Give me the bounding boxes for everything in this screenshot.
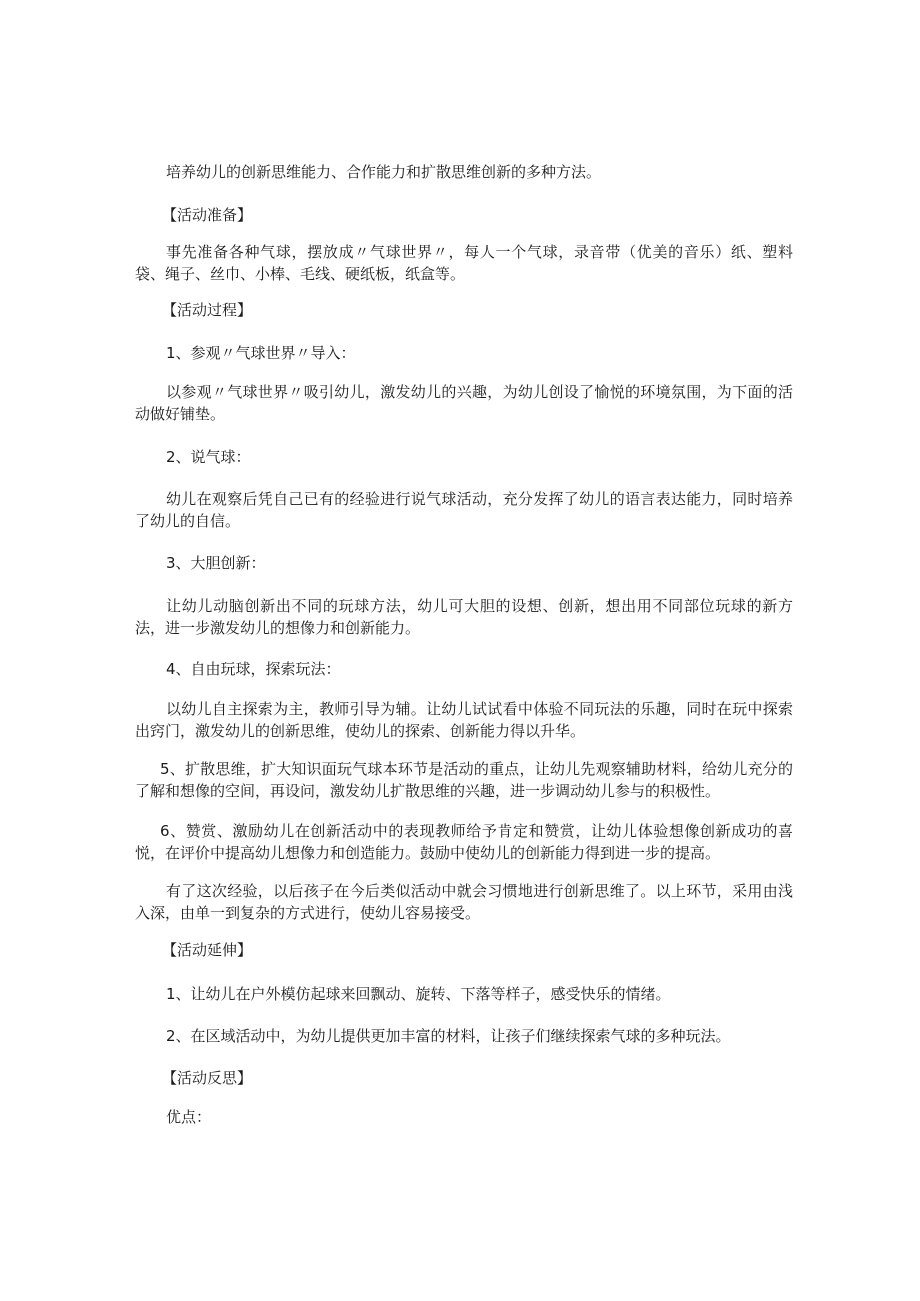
step-3-title: 3、大胆创新： [166, 554, 266, 572]
reflection-advantages-label: 优点： [166, 1108, 212, 1126]
step-2-text: 幼儿在观察后凭自己已有的经验进行说气球活动，充分发挥了幼儿的语言表达能力，同时培养了幼儿的自信。 [135, 490, 793, 530]
paragraph-goal: 培养幼儿的创新思维能力、合作能力和扩散思维创新的多种方法。 [166, 163, 602, 181]
paragraph-summary: 有了这次经验，以后孩子在今后类似活动中就会习惯地进行创新思维了。以上环节，采用由浅入深，由单一到复杂的方式进行，使幼儿容易接受。 [135, 882, 793, 922]
step-4-text: 以幼儿自主探索为主，教师引导为辅。让幼儿试试看中体验不同玩法的乐趣，同时在玩中探索出窍门，激发幼儿的创新思维，使幼儿的探索、创新能力得以升华。 [135, 700, 793, 740]
heading-preparation: 【活动准备】 [162, 206, 253, 224]
step-5-text: 5、扩散思维，扩大知识面玩气球本环节是活动的重点，让幼儿先观察辅助材料，给幼儿充分的了解和想像的空间，再设问，激发幼儿扩散思维的兴趣，进一步调动幼儿参与的积极性。 [135, 760, 793, 800]
step-3-text: 让幼儿动脑创新出不同的玩球方法，幼儿可大胆的设想、创新，想出用不同部位玩球的新方法，进一步激发幼儿的想像力和创新能力。 [135, 597, 793, 637]
step-6-text: 6、赞赏、激励幼儿在创新活动中的表现教师给予肯定和赞赏，让幼儿体验想像创新成功的喜悦，在评价中提高幼儿想像力和创造能力。鼓励中使幼儿的创新能力得到进一步的提高。 [135, 822, 793, 862]
step-2-title: 2、说气球： [166, 448, 251, 466]
heading-extension: 【活动延伸】 [162, 941, 253, 959]
step-4-title: 4、自由玩球，探索玩法： [166, 660, 341, 678]
step-1-title: 1、参观〃气球世界〃导入： [166, 344, 356, 362]
extension-item-2: 2、在区域活动中，为幼儿提供更加丰富的材料，让孩子们继续探索气球的多种玩法。 [166, 1027, 731, 1045]
paragraph-preparation: 事先准备各种气球，摆放成〃气球世界〃，每人一个气球，录音带（优美的音乐）纸、塑料袋、绳子、丝巾、小棒、毛线、硬纸板，纸盒等。 [135, 243, 793, 283]
extension-item-1: 1、让幼儿在户外模仿起球来回飘动、旋转、下落等样子，感受快乐的情绪。 [166, 985, 671, 1003]
step-1-text: 以参观〃气球世界〃吸引幼儿，激发幼儿的兴趣，为幼儿创设了愉悦的环境氛围，为下面的活动做好铺垫。 [135, 383, 793, 423]
heading-process: 【活动过程】 [162, 301, 253, 319]
heading-reflection: 【活动反思】 [162, 1069, 253, 1087]
